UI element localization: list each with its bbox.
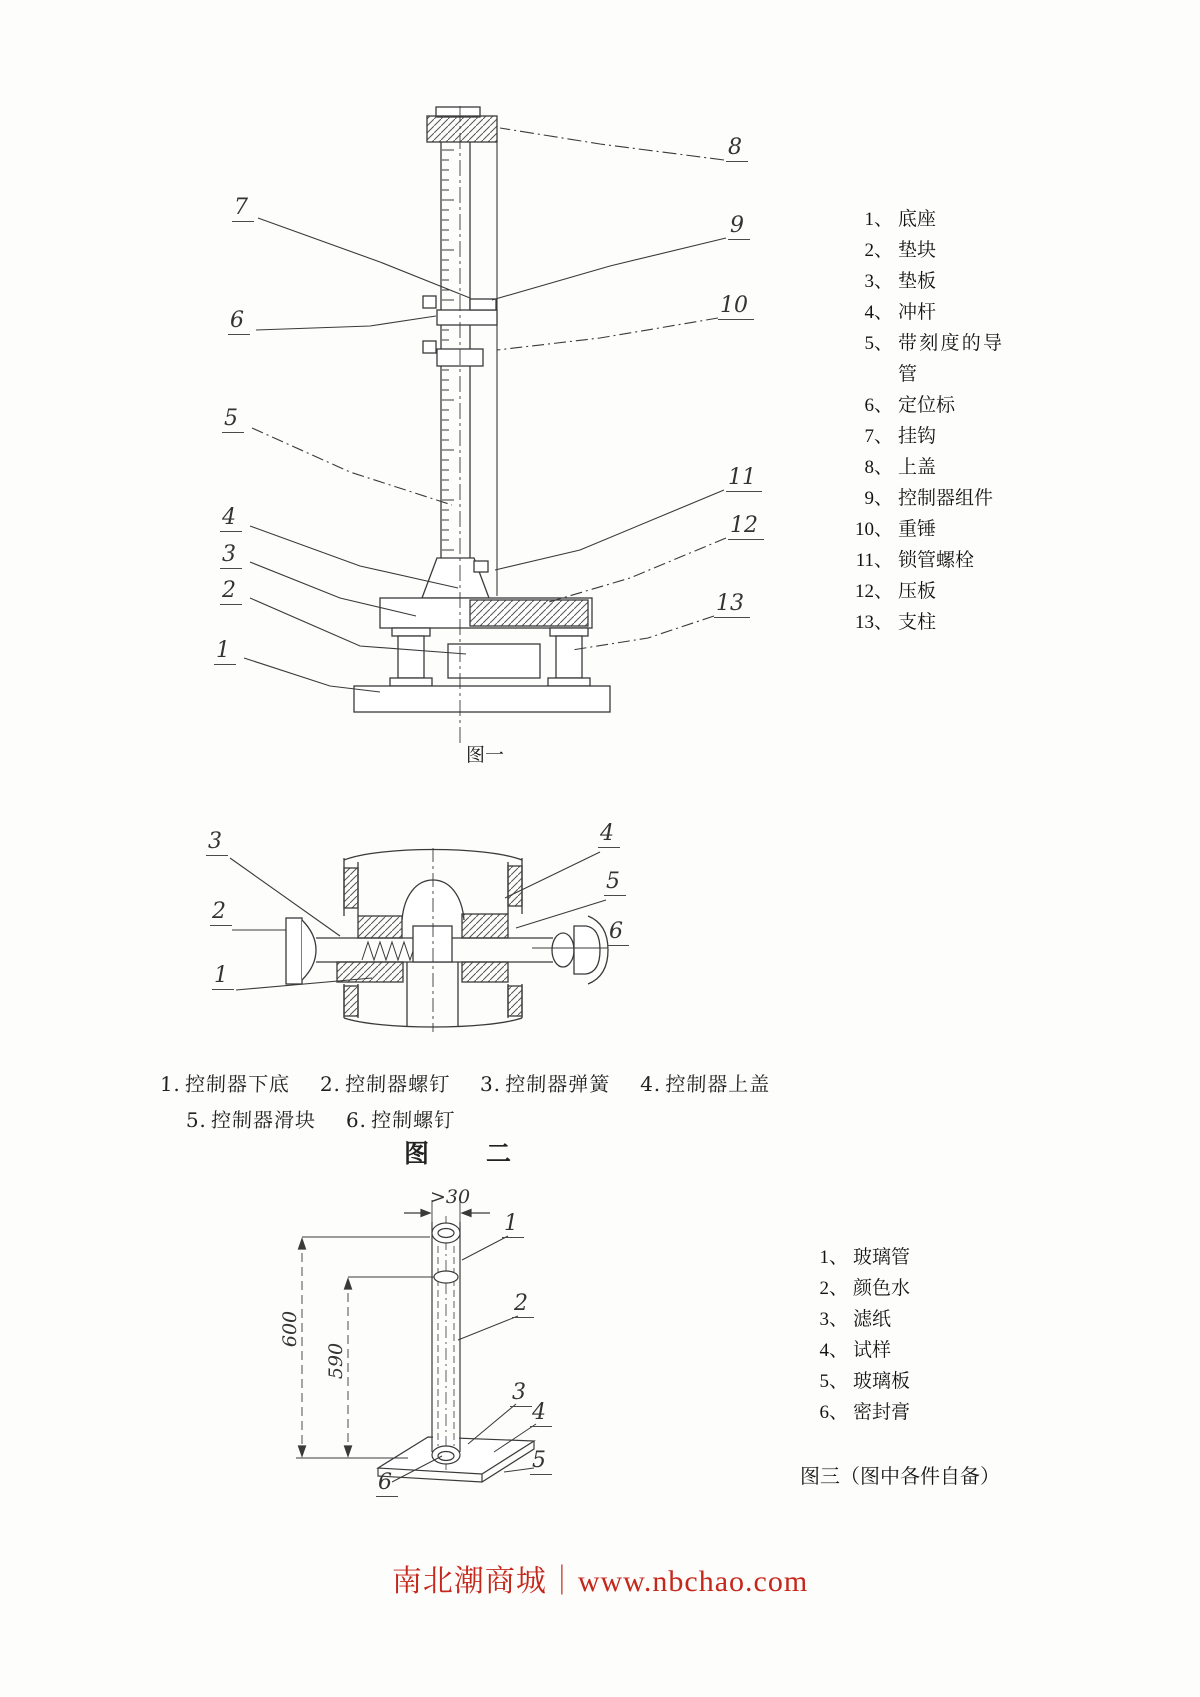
fig2-ball-end (552, 933, 574, 967)
fig3-leader-1 (462, 1236, 508, 1260)
legend-item: 2、 垫块 (864, 240, 937, 261)
fig2-callout-3: 3 (206, 831, 228, 856)
fig2-callout-6: 6 (607, 921, 629, 946)
fig1-callout-2: 2 (220, 580, 242, 605)
fig2-right-wall (508, 866, 522, 906)
fig2-upper-cover-left (358, 916, 402, 938)
fig3-callout-3: 3 (510, 1382, 532, 1407)
footer-url: www.nbchao.com (577, 1565, 809, 1598)
fig3-tube-top-opening (432, 1223, 460, 1243)
legend-item: 2、 颜色水 (819, 1278, 911, 1299)
fig2-lower-base-right (462, 962, 508, 982)
fig2-caption: 图 二 (404, 1139, 528, 1168)
fig1-drawing (244, 106, 726, 744)
fig1-leader-10 (497, 318, 718, 350)
fig2-leader-3 (230, 858, 340, 936)
fig1-hook-collar (437, 310, 497, 325)
legend-item: 12、 压板 (854, 581, 937, 602)
fig2-note-5: 5. 控制器滑块 (185, 1108, 317, 1132)
fig1-top-cap (427, 116, 497, 142)
legend-item: 8、 上盖 (864, 457, 937, 478)
fig3-dim-590: 590 (325, 1342, 348, 1380)
fig1-leader-8 (500, 128, 724, 160)
legend-item: 3、 滤纸 (819, 1309, 892, 1330)
fig3-dim-arrow-left (421, 1210, 430, 1217)
fig1-leader-4 (250, 526, 458, 588)
fig2-spring (362, 942, 420, 960)
fig3-callout-1: 1 (502, 1213, 524, 1238)
fig1-callout-3: 3 (220, 544, 242, 569)
fig3-dim-width: >30 (430, 1186, 471, 1208)
fig1-callout-7: 7 (232, 197, 254, 222)
legend-item: 4、 试样 (819, 1340, 892, 1361)
fig1-position-marker-upper (423, 296, 436, 308)
legend-item: 4、 冲杆 (864, 302, 937, 323)
fig1-caption: 图一 (466, 745, 505, 766)
fig1-right-column (556, 636, 582, 678)
fig2-knob (286, 918, 302, 984)
fig1-legend (843, 204, 1002, 638)
fig3-legend (798, 1242, 910, 1428)
footer-divider: ｜ (546, 1565, 578, 1598)
fig3-callout-5: 5 (530, 1450, 552, 1475)
fig1-callout-13: 13 (714, 593, 750, 618)
fig2-lower-base-left (337, 962, 403, 982)
legend-item: 3、 垫板 (864, 271, 937, 292)
legend-item: 9、 控制器组件 (864, 488, 994, 509)
fig1-callout-5: 5 (222, 408, 244, 433)
fig1-callout-8: 8 (726, 137, 748, 162)
fig1-leader-9 (492, 238, 726, 300)
fig2-notes-line2 (185, 1104, 485, 1133)
fig1-callout-10: 10 (718, 295, 754, 320)
fig1-callout-4: 4 (220, 507, 242, 532)
fig1-position-marker-lower (423, 341, 436, 353)
fig3-dim-arrow-right (462, 1210, 471, 1217)
legend-item: 6、 定位标 (864, 395, 956, 416)
legend-item: 13、 支柱 (854, 612, 937, 633)
fig1-callout-11: 11 (726, 467, 762, 492)
fig1-leader-11 (495, 490, 724, 570)
fig1-left-column (398, 636, 424, 678)
legend-item: 11、 锁管螺栓 (855, 550, 975, 571)
legend-item: 1、 玻璃管 (819, 1247, 911, 1268)
fig3-caption: 图三（图中各件自备） (800, 1466, 1000, 1488)
fig3-dim-600: 600 (279, 1310, 302, 1348)
fig2-drawing (230, 848, 608, 1032)
fig2-note-3: 3. 控制器弹簧 (479, 1072, 611, 1096)
fig1-callout-1: 1 (214, 640, 236, 665)
fig2-note-4: 4. 控制器上盖 (639, 1072, 771, 1096)
fig2-note-2: 2. 控制器螺钉 (319, 1072, 451, 1096)
fig2-knob-neck (302, 920, 316, 980)
legend-item: 5、 带刻度的导管 (864, 333, 1002, 385)
fig1-callout-6: 6 (228, 310, 250, 335)
fig1-callout-12: 12 (728, 515, 764, 540)
fig3-callout-4: 4 (530, 1402, 552, 1427)
legend-item: 1、 底座 (864, 209, 937, 230)
fig1-leader-7 (258, 218, 470, 298)
fig2-upper-cover-right (462, 914, 508, 938)
fig3-tube-bottom (432, 1446, 460, 1464)
fig2-callout-1: 1 (212, 965, 234, 990)
fig1-press-plate-hatch (470, 600, 588, 626)
fig2-leader-5 (516, 900, 606, 928)
fig1-base (354, 686, 610, 712)
fig3-leader-2 (458, 1316, 518, 1340)
fig1-leader-13 (572, 616, 714, 650)
legend-item: 5、 玻璃板 (819, 1371, 911, 1392)
footer-watermark (0, 1556, 1200, 1600)
fig1-leader-12 (542, 538, 726, 604)
fig2-callout-4: 4 (598, 823, 620, 848)
footer-brand: 南北潮商城 (391, 1565, 547, 1598)
fig3-callout-6: 6 (376, 1472, 398, 1497)
fig2-callout-2: 2 (210, 901, 232, 926)
fig2-notes-line1 (159, 1068, 800, 1097)
legend-item: 10、 重锤 (854, 519, 937, 540)
fig1-hook (470, 299, 496, 310)
fig2-note-6: 6. 控制螺钉 (345, 1108, 456, 1132)
fig1-spacer-block (448, 644, 540, 678)
fig3-leader-3 (468, 1404, 516, 1444)
fig2-note-1: 1. 控制器下底 (159, 1072, 291, 1096)
fig2-center-rod (413, 926, 452, 962)
fig1-lock-bolt (474, 561, 488, 572)
fig2-callout-5: 5 (604, 871, 626, 896)
fig1-callout-9: 9 (728, 215, 750, 240)
fig3-water-level (434, 1271, 458, 1283)
fig3-drawing (296, 1200, 536, 1482)
fig1-leader-6 (256, 316, 436, 330)
fig1-leader-5 (252, 428, 452, 505)
fig3-callout-2: 2 (512, 1293, 534, 1318)
fig2-control-screw-head (574, 926, 600, 974)
legend-item: 6、 密封膏 (819, 1402, 911, 1423)
fig2-left-wall (344, 868, 358, 908)
legend-item: 7、 挂钩 (864, 426, 937, 447)
